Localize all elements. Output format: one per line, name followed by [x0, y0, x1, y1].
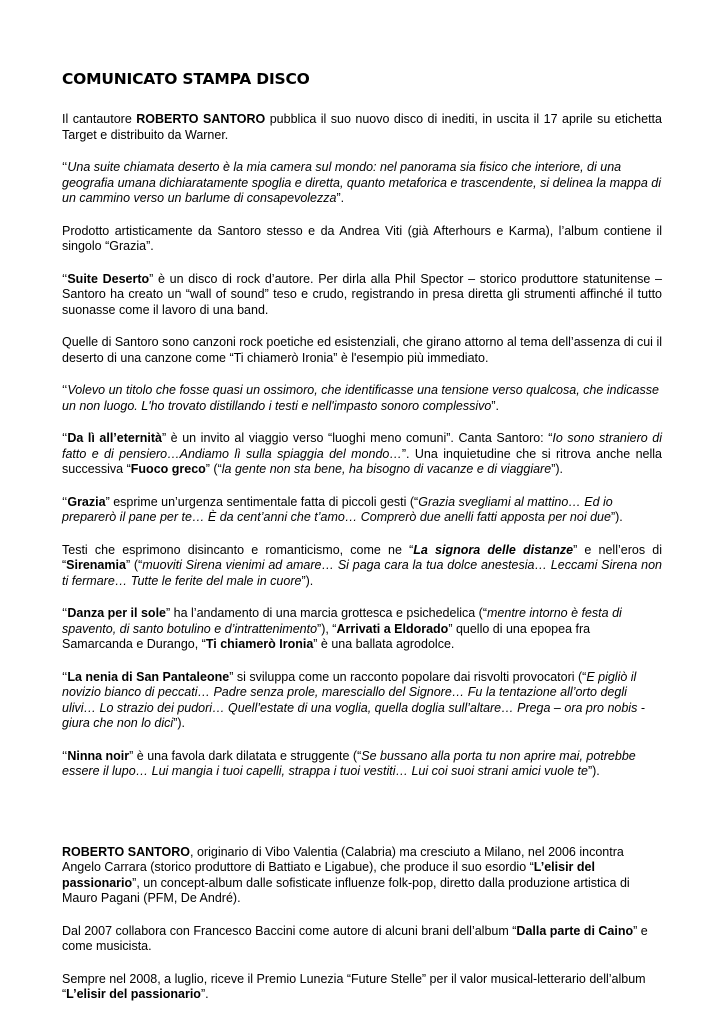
bio-paragraph-1: ROBERTO SANTORO, originario di Vibo Valentia (Calabria) ma cresciuto a Milano, nel 2006 incontra Angelo Carrara (storico produttore di Battiato e Ligabue), che produce il suo esordio “L’elisir del passionario”, un concept-album dalle sofisticate influenze folk-pop, diretto dalla produzione artistica di Mauro Pagani (PFM, De André).	[62, 844, 630, 905]
track-da-li-paragraph: ‘‘Da lì all’eternità” è un invito al viaggio verso “luoghi meno comuni”. Canta Santoro: “Io sono straniero di fatto e di pensiero…Andiamo lì sulla spiaggia del mondo…”. Una inquietudine che si ritrova anche nella successiva “Fuoco greco” (“la gente non sta bene, ha bisogno di vacanze e di viaggiare”).	[62, 431, 662, 476]
press-release-document	[62, 70, 662, 1020]
track-ninna-paragraph: ‘‘Ninna noir” è una favola dark dilatata e struggente (“Se bussano alla porta tu non aprire mai, potrebbe essere il lupo… Lui mangia i tuoi capelli, strappa i tuoi vestiti… Lui coi suoi strani amici vuole te”).	[62, 748, 636, 778]
track-grazia-paragraph: ‘‘Grazia” esprime un’urgenza sentimentale fatta di piccoli gesti (“Grazia svegliami al mattino… Ed io preparerò il pane per te… È da cent’anni che t’amo… Comprerò due anelli fatti apposta per noi due”).	[62, 494, 623, 524]
section-spacer	[62, 797, 662, 845]
document-title: COMUNICATO STAMPA DISCO	[62, 70, 310, 88]
suite-deserto-paragraph: ‘‘Suite Deserto” è un disco di rock d’autore. Per dirla alla Phil Spector – storico produttore statunitense – Santoro ha creato un “wall of sound” teso e crudo, registrando in presa diretta gli strumenti affinché il tutto suonasse come il lavoro di una band.	[62, 271, 662, 317]
production-paragraph: Prodotto artisticamente da Santoro stesso e da Andrea Viti (già Afterhours e Karma), l’album contiene il singolo “Grazia”.	[62, 223, 662, 253]
songs-theme-paragraph: Quelle di Santoro sono canzoni rock poetiche ed esistenziali, che girano attorno al tema dell’assenza di cui il deserto di una canzone come “Ti chiamerò Ironia” è l'esempio più immediato.	[62, 335, 662, 365]
track-sirenamia-paragraph: Testi che esprimono disincanto e romanticismo, come ne “La signora delle distanze” e nell’eros di “Sirenamia” (“muoviti Sirena vienimi ad amare… Si paga cara la tua dolce anestesia… Leccami Sirena non ti fermare… Tutte le ferite del male in cuore”).	[62, 542, 662, 588]
bio-paragraph-2: Dal 2007 collabora con Francesco Baccini come autore di alcuni brani dell’album “Dalla parte di Caino” e come musicista.	[62, 923, 648, 953]
track-danza-paragraph: ‘‘Danza per il sole” ha l’andamento di una marcia grottesca e psichedelica (“mentre intorno è festa di spavento, di santo botulino e d’intrattenimento”), “Arrivati a Eldorado” quello di una epopea fra Samarcanda e Durango, “Ti chiamerò Ironia” è una ballata agrodolce.	[62, 606, 622, 651]
bio-paragraph-3: Sempre nel 2008, a luglio, riceve il Premio Lunezia “Future Stelle” per il valor musical-letterario dell’album “L’elisir del passionario”.	[62, 971, 646, 1001]
track-nenia-paragraph: ‘‘La nenia di San Pantaleone” si sviluppa come un racconto popolare dai risvolti provocatori (“E pigliò il novizio bianco di peccati… Padre senza prole, maresciallo del Signore… Fu la tentazione all’orto degli ulivi… Lo strazio dei pudori… Quell’estate di una voglia, quella doglia sull’altare… Prega – ora pro nobis - giura che non lo dici”).	[62, 669, 645, 730]
quote-paragraph-1: ‘‘Una suite chiamata deserto è la mia camera sul mondo: nel panorama sia fisico che interiore, di una geografia umana dichiaratamente spoglia e diretta, quanto metaforica e trascendente, si delinea la mappa di un cammino verso un barlume di consapevolezza”.	[62, 160, 661, 205]
quote-paragraph-2: ‘‘Volevo un titolo che fosse quasi un ossimoro, che identificasse una tensione verso qualcosa, che indicasse un non luogo. L'ho trovato distillando i testi e nell'impasto sonoro complessivo”.	[62, 383, 659, 413]
intro-paragraph: Il cantautore ROBERTO SANTORO pubblica il suo nuovo disco di inediti, in uscita il 17 aprile su etichetta Target e distribuito da Warner.	[62, 112, 662, 142]
